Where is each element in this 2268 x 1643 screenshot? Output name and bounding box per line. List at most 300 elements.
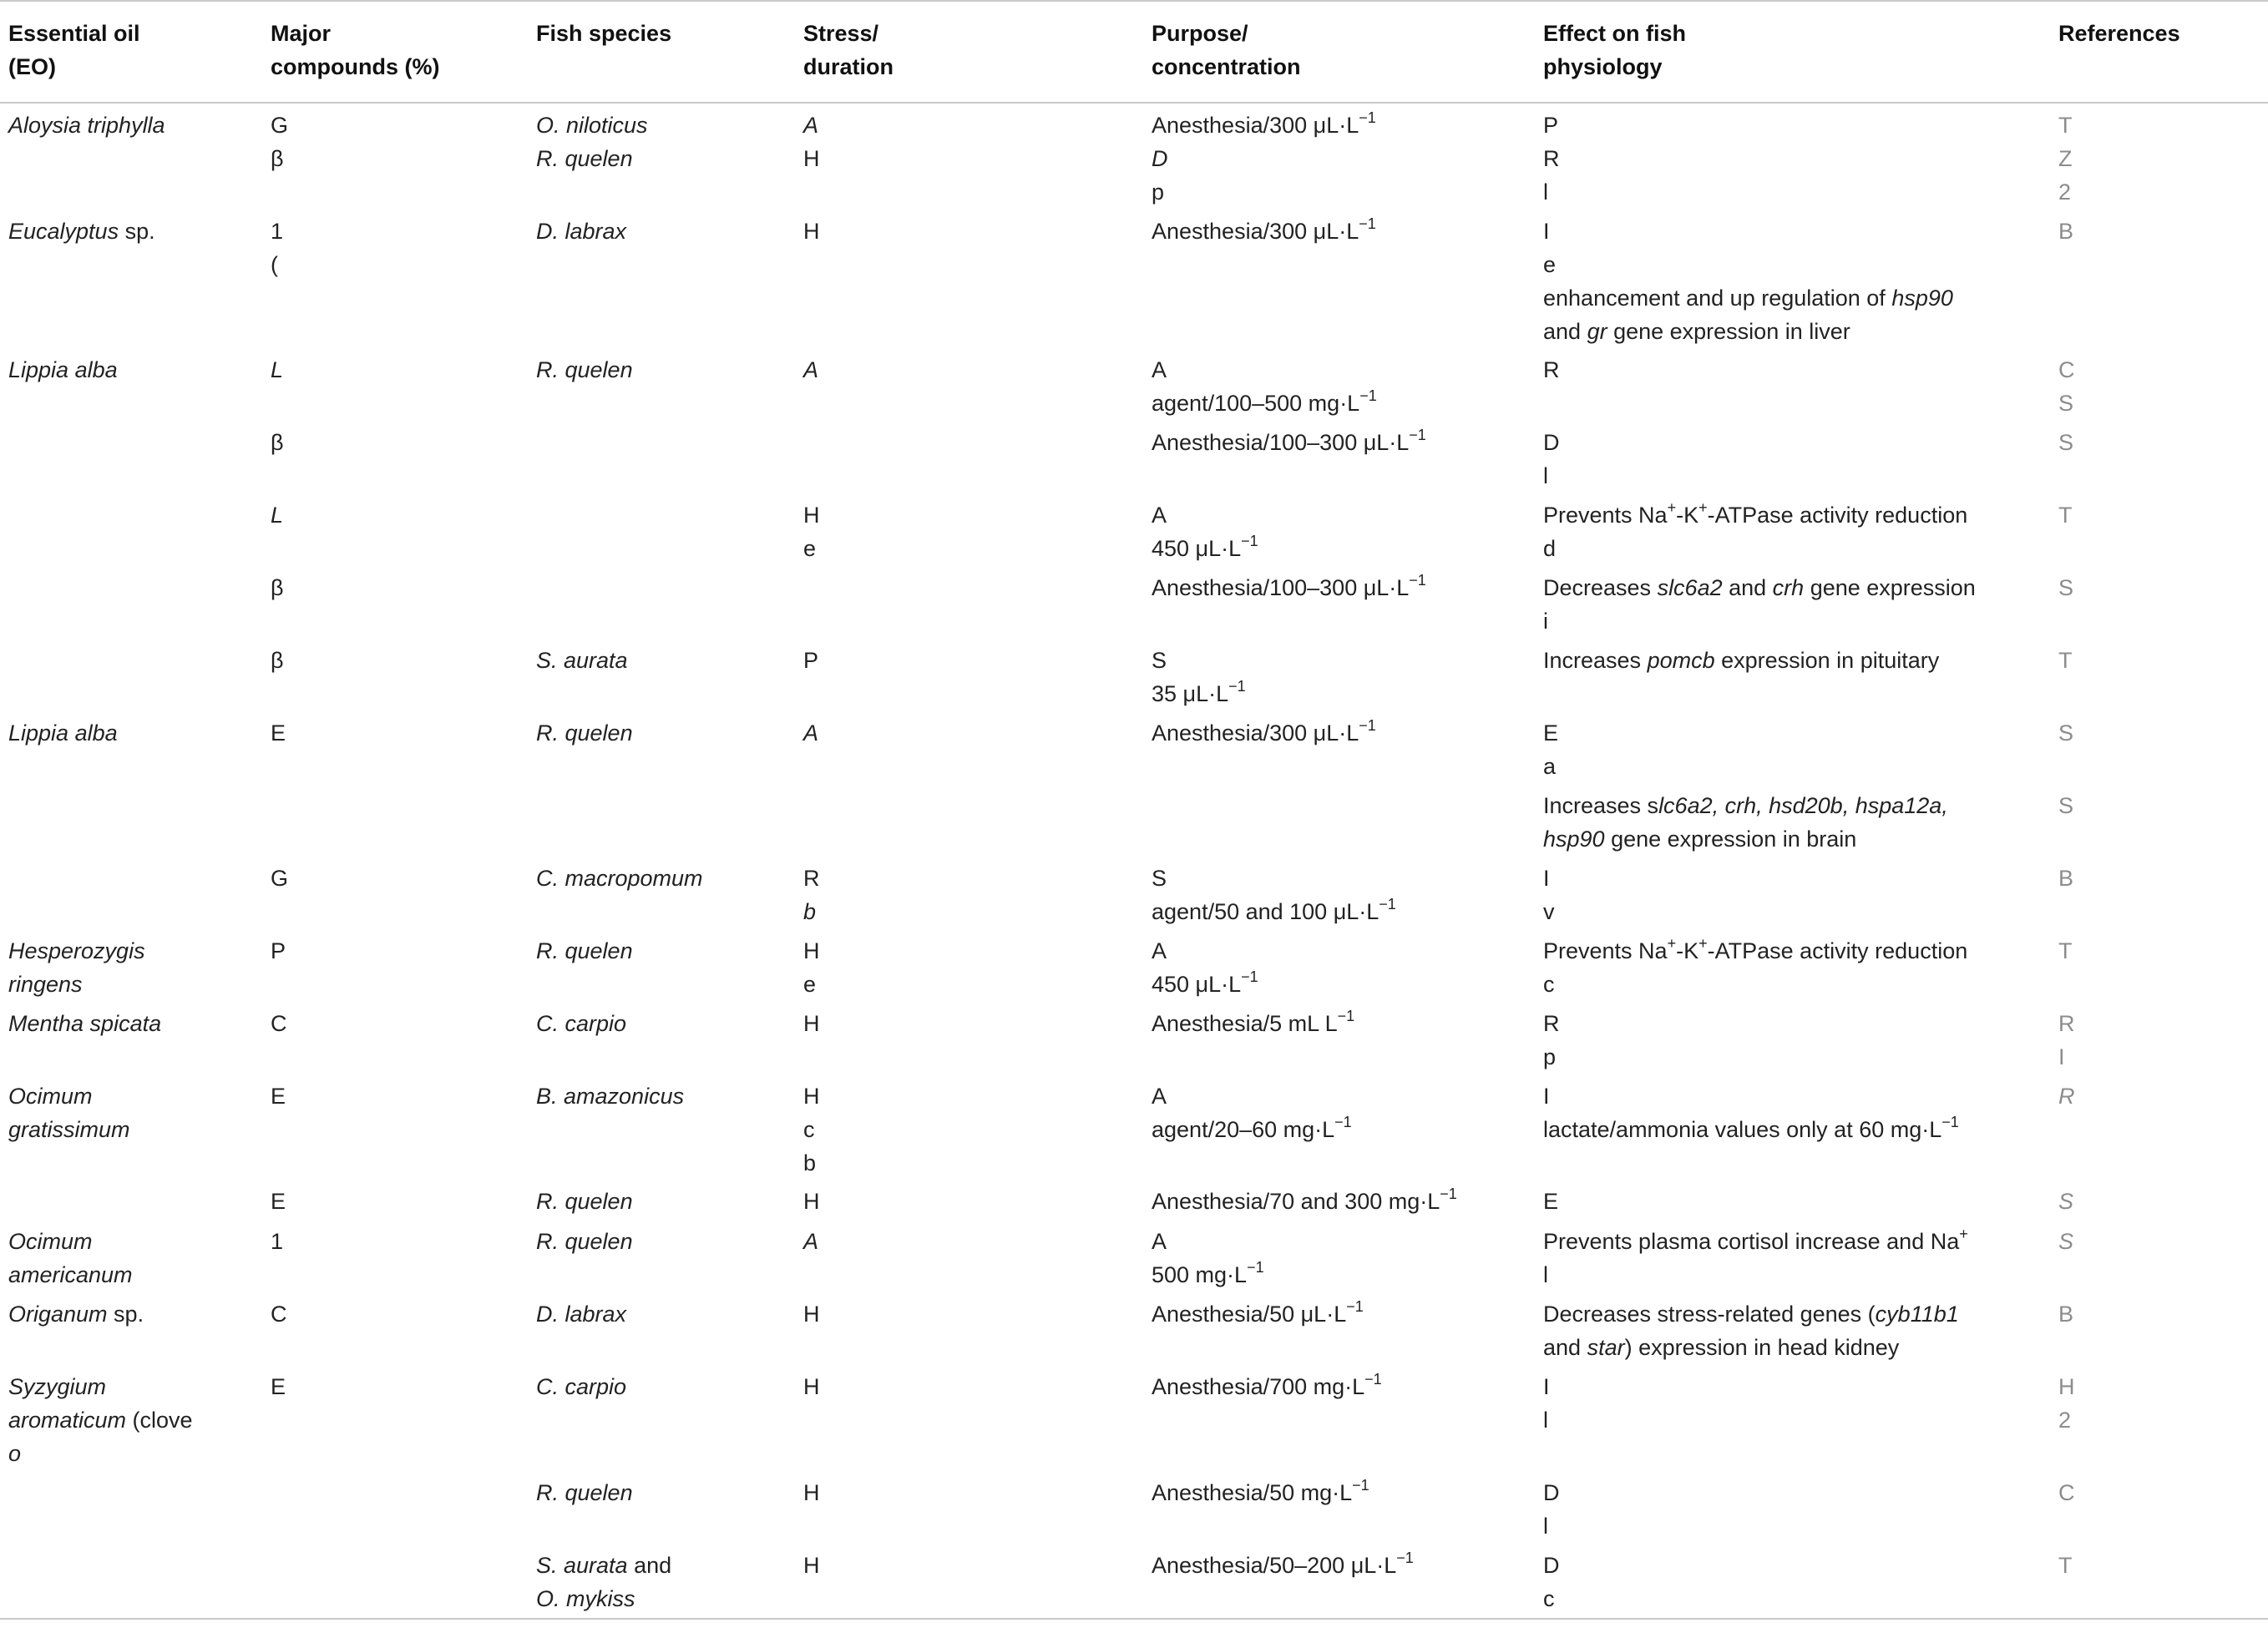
cell-text: D [1543,1553,1560,1578]
cell-text: cyb11b1 [1875,1302,1959,1327]
cell-effect [1535,789,2050,862]
cell-text: −1 [1359,387,1377,404]
cell-essential-oil [0,103,262,142]
col-header-effect [1535,1,2050,103]
cell-line [2058,571,2260,604]
cell-fish-species [528,934,795,1007]
cell-text: −1 [1941,1114,1959,1130]
cell-line [536,1476,787,1509]
cell-text: -K [1676,938,1699,963]
cell-line [1152,1258,1526,1292]
cell-text: pomcb [1647,648,1715,673]
cell-reference [2050,716,2268,789]
cell-reference [2050,215,2268,353]
cell-effect [1535,1476,2050,1549]
cell-text: −1 [1352,1477,1369,1494]
cell-text: L [271,503,284,528]
cell-line [271,934,519,968]
cell-text: c [1543,972,1555,997]
cell-text: R [1543,1011,1560,1036]
col-header-references [2050,1,2268,103]
cell-line [271,215,519,248]
cell-line [2058,1225,2260,1258]
cell-text: −1 [1241,533,1258,549]
cell-text: gene expression [1804,575,1976,600]
cell-text: −1 [1241,968,1258,985]
cell-major-compounds [262,1476,528,1549]
cell-line [8,1403,254,1437]
cell-major-compounds [262,426,528,498]
cell-text: S [2058,1229,2074,1254]
table-row [0,215,2268,353]
cell-text: Prevents plasma cortisol increase and Na [1543,1229,1960,1254]
cell-text: l [1543,179,1548,205]
cell-major-compounds [262,1225,528,1297]
cell-major-compounds [262,1370,528,1476]
cell-reference [2050,1476,2268,1549]
cell-text: H [803,503,820,528]
cell-major-compounds [262,215,528,353]
cell-line [2058,109,2260,142]
cell-text: l [1543,1408,1548,1433]
cell-text: β [271,146,284,171]
cell-major-compounds [262,934,528,1007]
cell-text: Anesthesia/300 μL·L [1152,219,1359,244]
cell-text: E [271,1084,286,1109]
cell-text: Eucalyptus [8,219,119,244]
cell-text: p [1152,179,1165,205]
cell-line [803,498,1135,532]
cell-stress-duration [795,1185,1143,1225]
cell-text: c [803,1117,815,1142]
cell-text: I [1543,1084,1550,1109]
cell-text: 2 [2058,179,2072,205]
cell-line [536,934,787,968]
cell-text: C [271,1011,287,1036]
cell-text: -K [1676,503,1699,528]
cell-line [536,644,787,677]
cell-effect [1535,1185,2050,1225]
cell-major-compounds [262,862,528,934]
cell-text: aromaticum [8,1408,127,1433]
cell-essential-oil [0,353,262,426]
cell-text: 450 μL·L [1152,972,1242,997]
cell-line [1152,109,1526,142]
cell-line [803,215,1135,248]
cell-line [2058,1403,2260,1437]
header-line: (EO) [8,54,56,79]
cell-essential-oil [0,789,262,862]
cell-line [2058,1079,2260,1113]
cell-line [1152,1549,1526,1582]
cell-text: lc6a2, crh, hsd20b, hspa12a, [1658,793,1948,818]
cell-line [1152,175,1526,209]
table-row [0,862,2268,934]
cell-text: A [1152,357,1167,382]
cell-text: agent/20–60 mg·L [1152,1117,1335,1142]
cell-text: H [803,1011,820,1036]
cell-text: A [803,1229,819,1254]
cell-text: Anesthesia/50–200 μL·L [1152,1553,1397,1578]
cell-text: R. quelen [536,1480,633,1505]
cell-text: Increases [1543,648,1648,673]
cell-text: Ocimum [8,1229,93,1254]
cell-text: −1 [1440,1185,1457,1202]
cell-line [2058,498,2260,532]
cell-text: l [1543,463,1548,488]
cell-line [1543,1079,2042,1113]
table-row [0,498,2268,571]
cell-line [1543,1331,2042,1364]
cell-text: R. quelen [536,357,633,382]
cell-effect [1535,103,2050,142]
cell-line [2058,934,2260,968]
cell-text: gratissimum [8,1117,130,1142]
cell-major-compounds [262,1549,528,1619]
cell-line [803,1370,1135,1403]
cell-fish-species [528,103,795,142]
cell-purpose-concentration [1143,1079,1535,1185]
cell-text: R [1543,146,1560,171]
cell-line [1543,895,2042,928]
cell-text: −1 [1359,215,1376,232]
cell-text: −1 [1337,1008,1355,1024]
cell-text: 1 [271,219,284,244]
cell-text: −1 [1346,1298,1364,1315]
cell-stress-duration [795,571,1143,644]
cell-text: slc6a2 [1657,575,1723,600]
cell-line [8,934,254,968]
cell-text: l [1543,1514,1548,1539]
cell-text: D. labrax [536,1302,627,1327]
cell-text: D. labrax [536,219,627,244]
cell-text: Anesthesia/50 μL·L [1152,1302,1347,1327]
cell-major-compounds [262,1007,528,1079]
cell-reference [2050,1297,2268,1370]
cell-text: I [1543,1374,1550,1399]
cell-line [1543,1258,2042,1292]
cell-text: and [1722,575,1773,600]
cell-text: H [803,219,820,244]
cell-text: e [803,972,817,997]
cell-reference [2050,934,2268,1007]
cell-line [2058,353,2260,387]
cell-line [1543,1582,2042,1615]
header-line: physiology [1543,54,1663,79]
cell-essential-oil [0,934,262,1007]
cell-text: gene expression in brain [1604,827,1857,852]
cell-text: T [2058,113,2073,138]
cell-essential-oil [0,716,262,789]
cell-line [1543,1225,2042,1258]
cell-line [1543,315,2042,348]
cell-text: A [1152,1084,1167,1109]
cell-line [803,1225,1135,1258]
cell-line [271,644,519,677]
table-row [0,1370,2268,1476]
cell-reference [2050,1079,2268,1185]
cell-purpose-concentration [1143,1297,1535,1370]
cell-stress-duration [795,1370,1143,1476]
cell-line [271,142,519,175]
cell-line [1543,498,2042,532]
cell-effect [1535,1370,2050,1476]
cell-text: H [803,146,820,171]
cell-text: Lippia alba [8,720,118,746]
cell-text: G [271,113,289,138]
cell-text: I [1543,866,1550,891]
cell-text: O. niloticus [536,113,648,138]
cell-effect [1535,571,2050,644]
cell-reference [2050,1370,2268,1476]
col-header-stress-duration [795,1,1143,103]
cell-stress-duration [795,142,1143,215]
cell-text: C. macropomum [536,866,703,891]
cell-effect [1535,862,2050,934]
cell-line [2058,426,2260,459]
cell-line [536,353,787,387]
cell-essential-oil [0,571,262,644]
cell-text: S [2058,430,2074,455]
header-line: Major [271,21,332,46]
cell-text: expression in pituitary [1714,648,1940,673]
cell-line [1152,215,1526,248]
cell-essential-oil [0,1007,262,1079]
cell-text: T [2058,1553,2073,1578]
cell-fish-species [528,1185,795,1225]
cell-line [2058,1549,2260,1582]
cell-line [8,109,254,142]
cell-line [803,1007,1135,1040]
cell-text: gr [1587,319,1607,344]
cell-text: −1 [1359,109,1376,126]
cell-line [2058,862,2260,895]
cell-major-compounds [262,103,528,142]
cell-text: Hesperozygis [8,938,145,963]
cell-line [803,644,1135,677]
cell-text: H [803,1189,820,1214]
cell-line [536,1582,787,1615]
cell-line [803,532,1135,565]
cell-major-compounds [262,142,528,215]
cell-text: 2 [2058,1408,2072,1433]
table-row [0,789,2268,862]
cell-fish-species [528,426,795,498]
cell-text: A [803,357,819,382]
table-row [0,1225,2268,1297]
cell-effect [1535,215,2050,353]
cell-text: o [8,1441,22,1466]
cell-text: Aloysia triphylla [8,113,165,138]
cell-text: T [2058,503,2073,528]
cell-text: C [2058,357,2075,382]
cell-text: + [1667,499,1677,516]
cell-text: agent/50 and 100 μL·L [1152,899,1380,924]
table-row [0,1079,2268,1185]
cell-text: A [1152,938,1167,963]
cell-essential-oil [0,644,262,716]
cell-major-compounds [262,644,528,716]
cell-fish-species [528,1007,795,1079]
cell-line [803,1476,1135,1509]
cell-reference [2050,571,2268,644]
cell-text: −1 [1364,1371,1382,1388]
cell-fish-species [528,644,795,716]
cell-text: P [1543,113,1559,138]
cell-text: A [1152,503,1167,528]
cell-text: H [803,1374,820,1399]
cell-line [1152,716,1526,750]
cell-line [536,1225,787,1258]
cell-purpose-concentration [1143,142,1535,215]
cell-line [1152,968,1526,1001]
cell-text: β [271,648,284,673]
cell-line [8,716,254,750]
cell-line [271,571,519,604]
cell-stress-duration [795,934,1143,1007]
cell-text: E [1543,720,1559,746]
cell-text: and [1543,319,1587,344]
cell-line [1543,571,2042,604]
cell-text: Anesthesia/300 μL·L [1152,720,1359,746]
cell-reference [2050,862,2268,934]
cell-fish-species [528,215,795,353]
cell-essential-oil [0,1297,262,1370]
cell-text: H [803,938,820,963]
cell-line [271,248,519,281]
cell-text: d [1543,536,1557,561]
cell-line [803,934,1135,968]
cell-text: β [271,430,284,455]
cell-text: C [271,1302,287,1327]
cell-text: S [2058,793,2074,818]
table-row [0,1007,2268,1079]
table-row [0,1297,2268,1370]
cell-line [8,1079,254,1113]
cell-purpose-concentration [1143,353,1535,426]
cell-text: ( [271,252,278,277]
cell-text: H [2058,1374,2075,1399]
cell-line [1152,1225,1526,1258]
cell-line [1152,532,1526,565]
cell-purpose-concentration [1143,789,1535,862]
table-row [0,1476,2268,1549]
cell-text: E [1543,1189,1559,1214]
cell-essential-oil [0,1185,262,1225]
cell-stress-duration [795,862,1143,934]
cell-reference [2050,426,2268,498]
cell-text: H [803,1302,820,1327]
cell-text: D [1543,1480,1560,1505]
cell-text: S [2058,720,2074,746]
cell-line [1543,215,2042,248]
cell-line [803,109,1135,142]
cell-stress-duration [795,644,1143,716]
cell-reference [2050,1549,2268,1619]
cell-line [2058,215,2260,248]
cell-line [271,498,519,532]
cell-line [2058,1040,2260,1074]
cell-text: Decreases stress-related genes ( [1543,1302,1876,1327]
cell-reference [2050,1185,2268,1225]
cell-line [2058,142,2260,175]
cell-essential-oil [0,426,262,498]
cell-line [1543,822,2042,856]
cell-text: −1 [1228,678,1246,695]
cell-major-compounds [262,1297,528,1370]
cell-line [8,1258,254,1292]
cell-text: B. amazonicus [536,1084,685,1109]
cell-essential-oil [0,1549,262,1619]
cell-text: D [1543,430,1560,455]
cell-line [536,1185,787,1218]
cell-line [1152,1007,1526,1040]
cell-text: C [2058,1480,2075,1505]
cell-reference [2050,644,2268,716]
cell-line [1543,1403,2042,1437]
cell-text: Prevents Na [1543,503,1668,528]
cell-line [1543,175,2042,209]
cell-essential-oil [0,498,262,571]
cell-text: S [2058,575,2074,600]
cell-reference [2050,789,2268,862]
cell-line [271,353,519,387]
cell-line [1152,677,1526,710]
cell-text: R [803,866,820,891]
cell-text: E [271,1374,286,1399]
cell-text: −1 [1247,1259,1264,1276]
cell-text: agent/100–500 mg·L [1152,391,1360,416]
cell-text: e [803,536,817,561]
table-row [0,353,2268,426]
cell-text: C. carpio [536,1374,627,1399]
cell-line [1543,248,2042,281]
cell-line [803,1185,1135,1218]
cell-line [803,1079,1135,1113]
cell-line [1152,571,1526,604]
cell-line [1543,968,2042,1001]
cell-major-compounds [262,353,528,426]
cell-text: C. carpio [536,1011,627,1036]
cell-purpose-concentration [1143,716,1535,789]
cell-line [1152,1476,1526,1509]
cell-line [536,142,787,175]
cell-line [271,1007,519,1040]
cell-line [803,862,1135,895]
cell-text: + [1698,499,1708,516]
cell-line [1152,1370,1526,1403]
cell-text: Anesthesia/300 μL·L [1152,113,1359,138]
cell-text: B [2058,1302,2074,1327]
header-line: Stress/ [803,21,879,46]
cell-essential-oil [0,1476,262,1549]
cell-stress-duration [795,1007,1143,1079]
cell-line [536,1297,787,1331]
cell-text: b [803,1150,817,1175]
cell-text: and [627,1553,672,1578]
cell-line [8,353,254,387]
table-row [0,103,2268,142]
cell-line [803,1113,1135,1146]
cell-line [1543,109,2042,142]
cell-reference [2050,142,2268,215]
cell-text: Anesthesia/50 mg·L [1152,1480,1353,1505]
cell-line [1543,789,2042,822]
cell-effect [1535,1549,2050,1619]
cell-line [8,215,254,248]
col-header-essential-oil [0,1,262,103]
cell-text: H [803,1553,820,1578]
